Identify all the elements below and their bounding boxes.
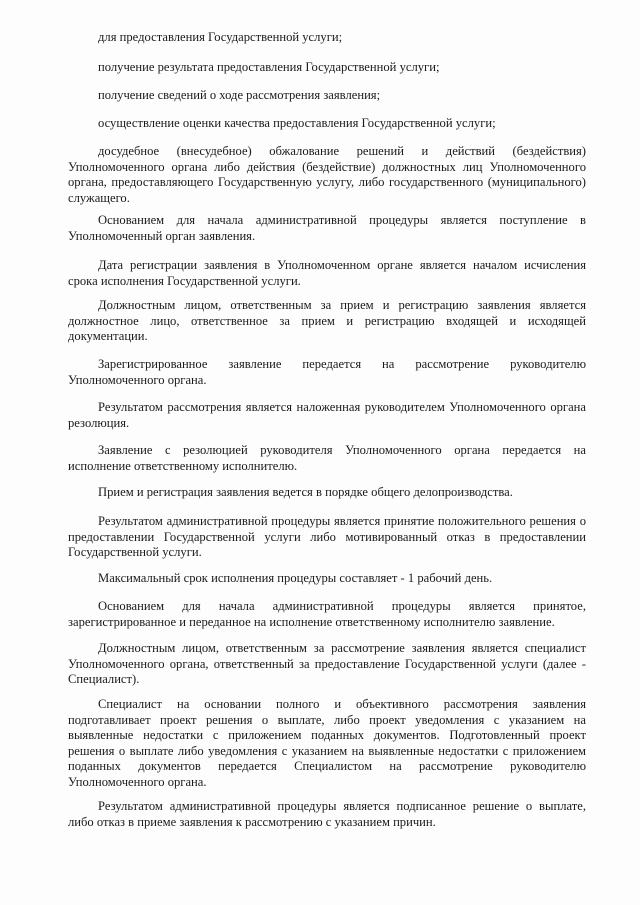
paragraph-6: Основанием для начала административной процедуры является поступление в Уполномоченный орган заявления.	[68, 213, 586, 243]
paragraph-10: Результатом рассмотрения является наложенная руководителем Уполномоченного органа резолюция.	[68, 400, 586, 430]
paragraph-9: Зарегистрированное заявление передается на рассмотрение руководителю Уполномоченного органа.	[68, 357, 586, 387]
paragraph-16: Должностным лицом, ответственным за рассмотрение заявления является специалист Уполномоченного органа, ответственный за предоставление Государственной услуги (далее - Специалист).	[68, 641, 586, 687]
paragraph-5: досудебное (внесудебное) обжалование решений и действий (бездействия) Уполномоченного органа либо действия (бездействие) должностных лиц Уполномоченного органа, предоставляющего Государственную услугу, либо государственного (муниципального) служащего.	[68, 144, 586, 205]
paragraph-12: Прием и регистрация заявления ведется в порядке общего делопроизводства.	[98, 485, 513, 499]
paragraph-2: получение результата предоставления Государственной услуги;	[98, 60, 440, 74]
paragraph-18: Результатом административной процедуры является подписанное решение о выплате, либо отказ в приеме заявления к рассмотрению с указанием причин.	[68, 799, 586, 829]
paragraph-14: Максимальный срок исполнения процедуры составляет - 1 рабочий день.	[98, 571, 493, 585]
paragraph-8: Должностным лицом, ответственным за прием и регистрацию заявления является должностное лицо, ответственное за прием и регистрацию входящей и исходящей документации.	[68, 298, 586, 344]
paragraph-13: Результатом административной процедуры является принятие положительного решения о предоставлении Государственной услуги либо мотивированный отказ в предоставлении Государственной услуги.	[68, 514, 586, 560]
paragraph-3: получение сведений о ходе рассмотрения заявления;	[98, 88, 381, 102]
paragraph-17: Специалист на основании полного и объективного рассмотрения заявления подготавливает проект решения о выплате, либо проект уведомления с указанием на выявленные недостатки с приложением поданных документов. Подготовленный проект решения о выплате либо уведомления с указанием на выявленные недостатки с приложением поданных документов передается Специалистом на рассмотрение руководителю Уполномоченного органа.	[68, 697, 586, 789]
paragraph-1: для предоставления Государственной услуги;	[98, 30, 343, 44]
paragraph-4: осуществление оценки качества предоставления Государственной услуги;	[98, 116, 496, 130]
paragraph-15: Основанием для начала административной процедуры является принятое, зарегистрированное и переданное на исполнение ответственному исполнителю заявление.	[68, 599, 586, 629]
paragraph-7: Дата регистрации заявления в Уполномоченном органе является началом исчисления срока исполнения Государственной услуги.	[68, 258, 586, 288]
paragraph-11: Заявление с резолюцией руководителя Уполномоченного органа передается на исполнение ответственному исполнителю.	[68, 443, 586, 473]
